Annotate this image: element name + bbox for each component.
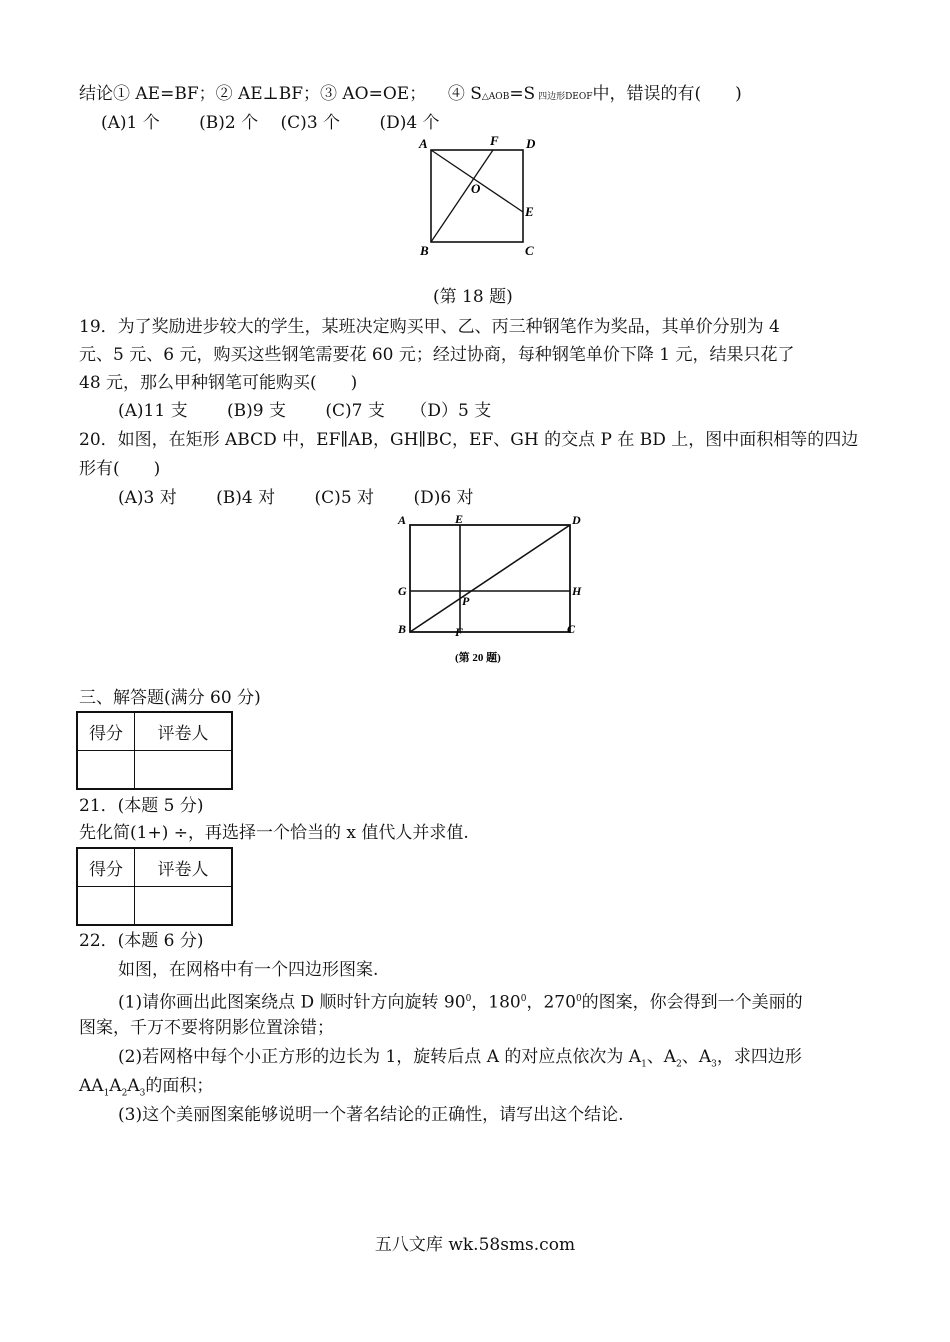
q20-label-H: H — [572, 584, 582, 598]
q20-label-P: P — [462, 594, 470, 608]
q20-line2: 形有( ) — [79, 459, 161, 479]
q20-options: (A)3 对 (B)4 对 (C)5 对 (D)6 对 — [118, 488, 474, 508]
q20-label-B: B — [398, 622, 407, 636]
score-cell[interactable] — [77, 751, 135, 790]
q18-square — [431, 150, 523, 242]
q22-part1: (1)请你画出此图案绕点 D 顺时针方向旋转 $90^0$，$180^0$，$270^0$的图案，你会得到一个美丽的 — [118, 992, 803, 1013]
q18-label-A: A — [419, 136, 428, 151]
q20-label-D: D — [572, 513, 581, 527]
grader-label: 评卷人 — [135, 848, 233, 887]
q19-options: (A)11 支 (B)9 支 (C)7 支 （D）5 支 — [118, 401, 492, 421]
q22-part2: (2)若网格中每个小正方形的边长为 1，旋转后点 A 的对应点依次为 $A_1$、$A_2$、$A_3$，求四边形 — [118, 1047, 802, 1070]
score-label: 得分 — [77, 848, 135, 887]
score-cell[interactable] — [77, 887, 135, 926]
q18-caption: (第 18 题) — [433, 287, 513, 307]
grader-cell[interactable] — [135, 751, 233, 790]
grader-cell[interactable] — [135, 887, 233, 926]
footer-watermark: 五八文库 wk.58sms.com — [374, 1235, 576, 1255]
q20-label-C: C — [567, 622, 576, 636]
q21-text: 先化简(1+) ÷，再选择一个恰当的 x 值代人并求值. — [79, 823, 469, 843]
q18-line-BF — [431, 150, 493, 242]
q20-line1: 20．如图，在矩形 ABCD 中，EF∥AB，GH∥BC，EF、GH 的交点 P 在 BD 上，图中面积相等的四边 — [79, 430, 859, 450]
q21-header: 21．(本题 5 分) — [79, 796, 204, 816]
section-3-title: 三、解答题(满分 60 分) — [79, 688, 261, 708]
q22-intro: 如图，在网格中有一个四边形图案. — [118, 960, 379, 980]
q19-line3: 48 元，那么甲种钢笔可能购买( ) — [79, 373, 358, 393]
q19-line1: 19．为了奖励进步较大的学生，某班决定购买甲、乙、丙三种钢笔作为奖品，其单价分别为 4 — [79, 317, 780, 337]
q22-header: 22．(本题 6 分) — [79, 931, 204, 951]
q19-line2: 元、5 元、6 元，购买这些钢笔需要花 60 元；经过协商，每种钢笔单价下降 1 元，结果只花了 — [79, 345, 795, 365]
grader-label: 评卷人 — [135, 712, 233, 751]
q18-label-C: C — [525, 243, 534, 258]
q18-label-E: E — [525, 204, 534, 219]
q18-label-F: F — [490, 135, 499, 148]
q20-label-A: A — [398, 513, 407, 527]
q20-label-E: E — [455, 512, 464, 526]
score-label: 得分 — [77, 712, 135, 751]
q22-part2-line2: $AA_1A_2A_3$的面积； — [79, 1076, 214, 1099]
q18-figure — [410, 135, 545, 260]
q18-label-O: O — [471, 181, 481, 196]
q18-conclusion: 结论① AE=BF；② AE⊥BF；③ AO=OE； ④ S△AOB=S 四边形DEOF中，错误的有( ) — [79, 84, 742, 104]
q20-caption: (第 20 题) — [455, 652, 501, 664]
q18-options: (A)1 个 (B)2 个 (C)3 个 (D)4 个 — [101, 113, 440, 133]
q18-label-D: D — [526, 136, 536, 151]
q20-figure — [393, 508, 593, 668]
q22-part3: (3)这个美丽图案能够说明一个著名结论的正确性，请写出这个结论. — [118, 1105, 624, 1125]
q20-label-F: F — [455, 625, 464, 639]
score-table-2 — [76, 847, 233, 926]
q18-label-B: B — [420, 243, 429, 258]
score-table-1 — [76, 711, 233, 790]
q20-line-BD — [410, 525, 570, 632]
q22-part1-line2: 图案，千万不要将阴影位置涂错； — [79, 1018, 334, 1038]
q20-label-G: G — [398, 584, 407, 598]
